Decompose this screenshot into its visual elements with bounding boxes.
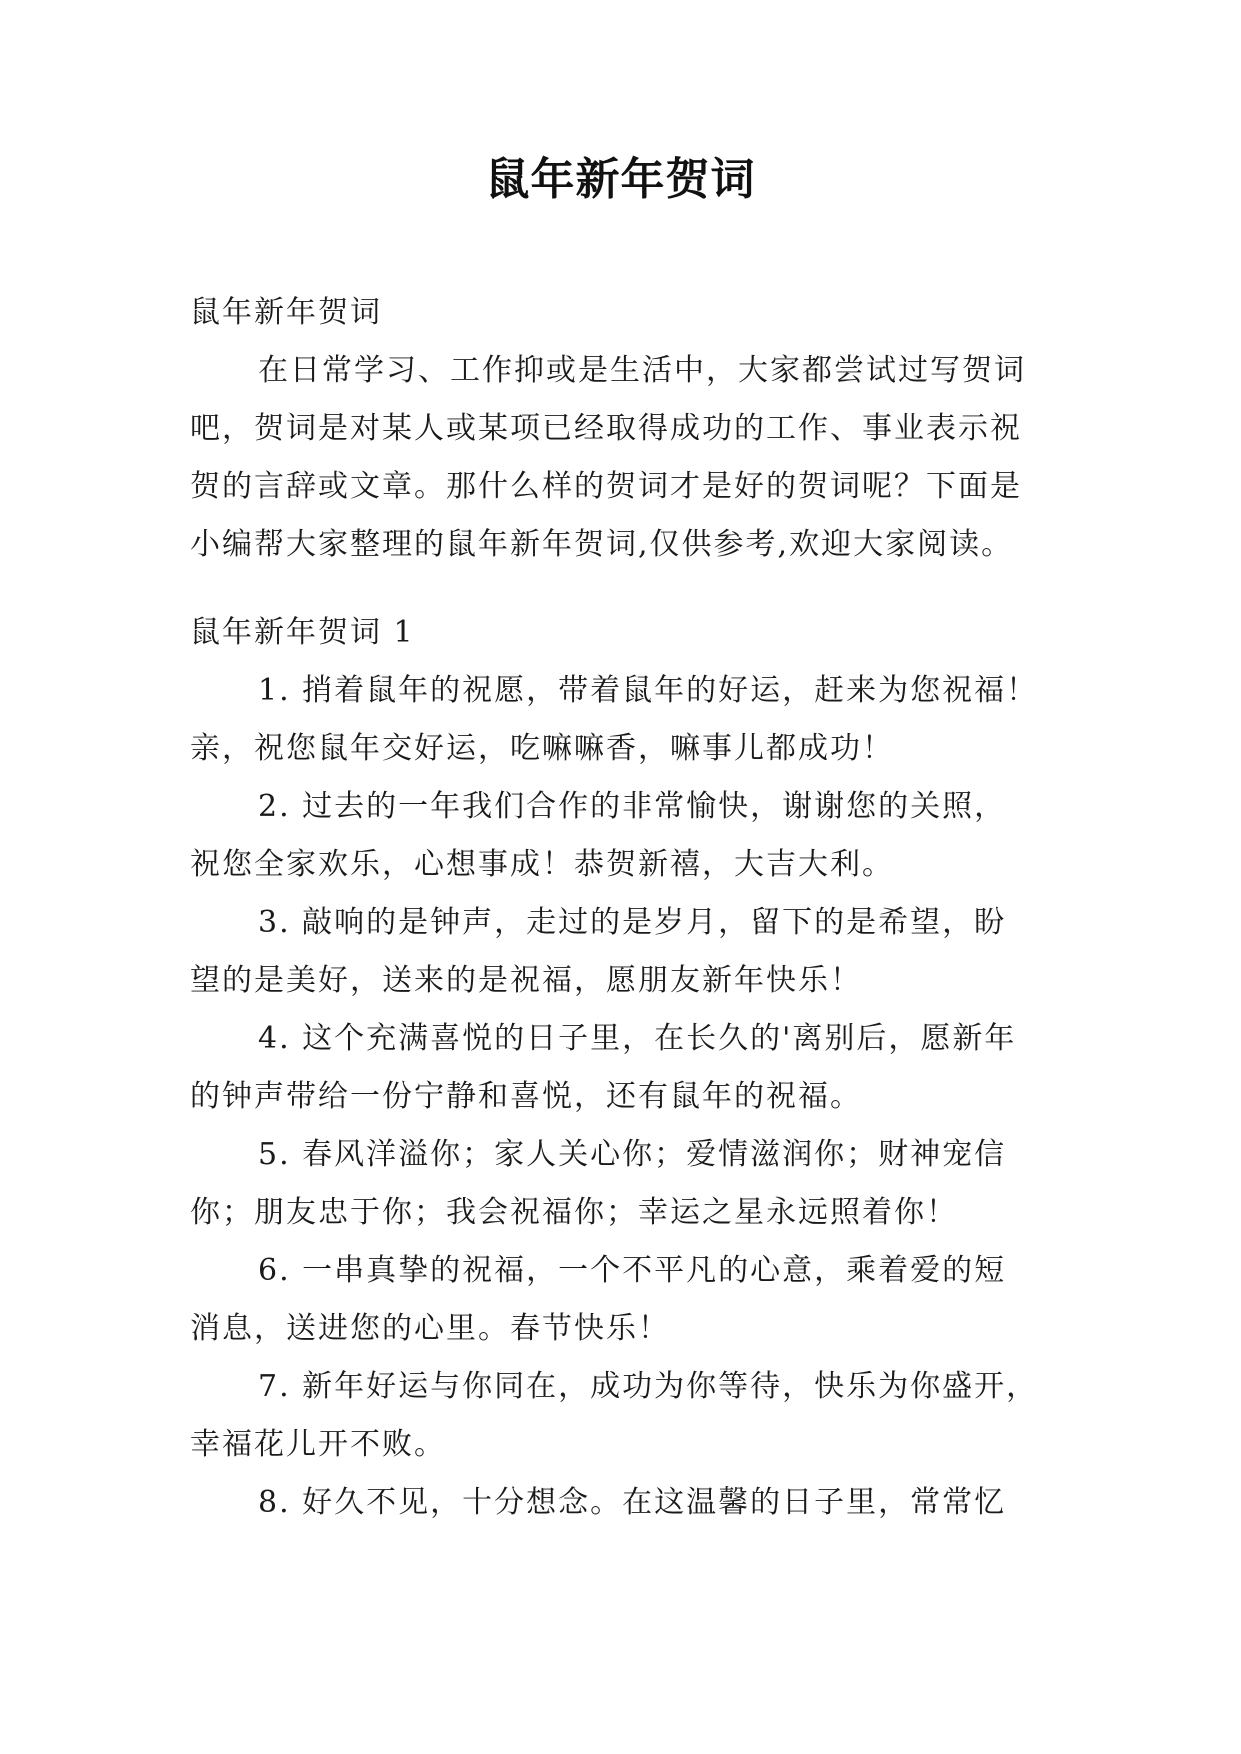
section-heading: 鼠年新年贺词 1: [190, 615, 415, 650]
intro-line: 小编帮大家整理的鼠年新年贺词,仅供参考,欢迎大家阅读。: [190, 527, 1014, 562]
list-item-line: 的钟声带给一份宁静和喜悦，还有鼠年的祝福。: [190, 1079, 862, 1114]
list-item-line: 1. 捎着鼠年的祝愿，带着鼠年的好运，赶来为您祝福！: [258, 673, 1039, 708]
paragraph-spacer: [190, 574, 1058, 604]
list-item: [190, 1358, 1058, 1474]
intro-line: 在日常学习、工作抑或是生活中，大家都尝试过写贺词: [258, 353, 1026, 388]
list-item: [190, 1474, 1058, 1532]
list-item-line: 你；朋友忠于你；我会祝福你；幸运之星永远照着你！: [190, 1195, 958, 1230]
list-item-line: 幸福花儿开不败。: [190, 1427, 446, 1462]
list-item: [190, 1010, 1058, 1126]
document-title: 鼠年新年贺词: [485, 154, 756, 205]
list-item: [190, 1126, 1058, 1242]
list-item: [190, 1242, 1058, 1358]
list-item-line: 5. 春风洋溢你；家人关心你；爱情滋润你；财神宠信: [258, 1137, 1007, 1172]
list-item-line: 2. 过去的一年我们合作的非常愉快，谢谢您的关照，: [258, 789, 1007, 824]
list-item-line: 6. 一串真挚的祝福，一个不平凡的心意，乘着爱的短: [258, 1253, 1007, 1288]
document-subtitle: 鼠年新年贺词: [190, 295, 382, 330]
list-item: [190, 894, 1058, 1010]
list-item: [190, 778, 1058, 894]
list-item-line: 4. 这个充满喜悦的日子里，在长久的'离别后，愿新年: [258, 1021, 1017, 1056]
list-item: [190, 662, 1058, 778]
list-item-line: 祝您全家欢乐，心想事成！恭贺新禧，大吉大利。: [190, 847, 894, 882]
document-body: [190, 284, 1058, 1532]
intro-line: 吧，贺词是对某人或某项已经取得成功的工作、事业表示祝: [190, 411, 1022, 446]
list-item-line: 消息，送进您的心里。春节快乐！: [190, 1311, 670, 1346]
list-item-line: 望的是美好，送来的是祝福，愿朋友新年快乐！: [190, 963, 862, 998]
list-item-line: 3. 敲响的是钟声，走过的是岁月，留下的是希望，盼: [258, 905, 1007, 940]
list-item-line: 8. 好久不见，十分想念。在这温馨的日子里，常常忆: [258, 1485, 1007, 1520]
list-item-line: 7. 新年好运与你同在，成功为你等待，快乐为你盛开，: [258, 1369, 1039, 1404]
intro-line: 贺的言辞或文章。那什么样的贺词才是好的贺词呢？下面是: [190, 469, 1022, 504]
list-item-line: 亲，祝您鼠年交好运，吃嘛嘛香，嘛事儿都成功！: [190, 731, 894, 766]
